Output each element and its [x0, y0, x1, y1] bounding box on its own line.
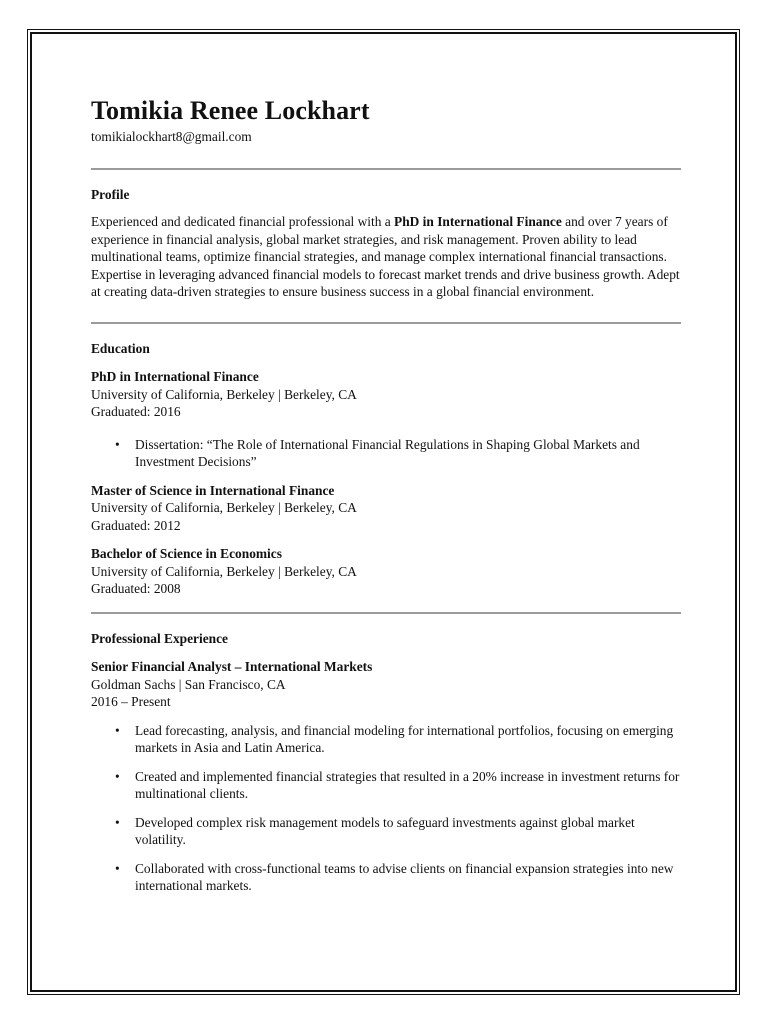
list-item — [91, 814, 681, 849]
profile-text-bold: PhD in International Finance — [394, 214, 562, 229]
education-entry — [91, 545, 681, 598]
list-item — [91, 722, 681, 757]
profile-heading: Profile — [91, 186, 130, 202]
email-address: tomikialockhart8@gmail.com — [91, 129, 252, 144]
bullet-icon: • — [115, 768, 120, 784]
school-location: University of California, Berkeley | Berkeley, CA — [91, 386, 357, 402]
degree-title: Master of Science in International Finance — [91, 482, 335, 498]
bullet-text: Created and implemented financial strategies that resulted in a 20% increase in investment returns for multinational clients. — [135, 768, 680, 801]
degree-title: Bachelor of Science in Economics — [91, 546, 282, 561]
resume-content — [91, 96, 681, 895]
profile-text-start: Experienced and dedicated financial professional with a — [91, 214, 395, 229]
education-entry — [91, 482, 681, 535]
degree-title: PhD in International Finance — [91, 369, 259, 384]
bullet-text: Collaborated with cross-functional teams to advise clients on financial expansion strategies into new international markets. — [135, 860, 674, 893]
bullet-icon: • — [115, 860, 120, 876]
experience-entry — [91, 658, 681, 895]
job-title: Senior Financial Analyst – International Markets — [91, 659, 373, 674]
list-item — [91, 436, 681, 471]
bullet-icon: • — [115, 722, 120, 738]
bullet-text: Developed complex risk management models to safeguard investments against global market volatility. — [135, 814, 635, 847]
education-bullets — [91, 436, 681, 471]
section-divider — [91, 612, 681, 614]
profile-summary — [91, 213, 681, 301]
list-item — [91, 768, 681, 803]
bullet-text: Lead forecasting, analysis, and financial modeling for international portfolios, focusing on emerging markets in Asia and Latin America. — [135, 722, 674, 755]
graduation-date: Graduated: 2016 — [91, 404, 181, 419]
bullet-icon: • — [115, 814, 120, 830]
experience-bullets — [91, 722, 681, 895]
section-divider — [91, 322, 681, 324]
experience-heading: Professional Experience — [91, 630, 228, 646]
resume-page — [30, 32, 737, 992]
education-heading: Education — [91, 340, 150, 356]
school-location: University of California, Berkeley | Berkeley, CA — [91, 563, 357, 579]
profile-text-end: and over 7 years of experience in financial analysis, global market strategies, and risk management. Proven ability to lead multinational teams, optimize financial strategies, and manage complex international financial transactions. Expertise in leveraging advanced financial models to forecast market trends and drive business growth. Adept at creating data-driven strategies to ensure business success in a global financial environment. — [91, 214, 680, 299]
section-divider — [91, 168, 681, 170]
dissertation-text: Dissertation: “The Role of International Financial Regulations in Shaping Global Markets and Investment Decisions” — [135, 436, 640, 469]
education-entry — [91, 368, 681, 471]
bullet-icon: • — [115, 436, 120, 452]
employment-dates: 2016 – Present — [91, 694, 171, 709]
graduation-date: Graduated: 2008 — [91, 581, 181, 596]
list-item — [91, 860, 681, 895]
company-location: Goldman Sachs | San Francisco, CA — [91, 676, 286, 692]
school-location: University of California, Berkeley | Berkeley, CA — [91, 500, 357, 515]
graduation-date: Graduated: 2012 — [91, 517, 181, 533]
candidate-name: Tomikia Renee Lockhart — [91, 96, 370, 125]
